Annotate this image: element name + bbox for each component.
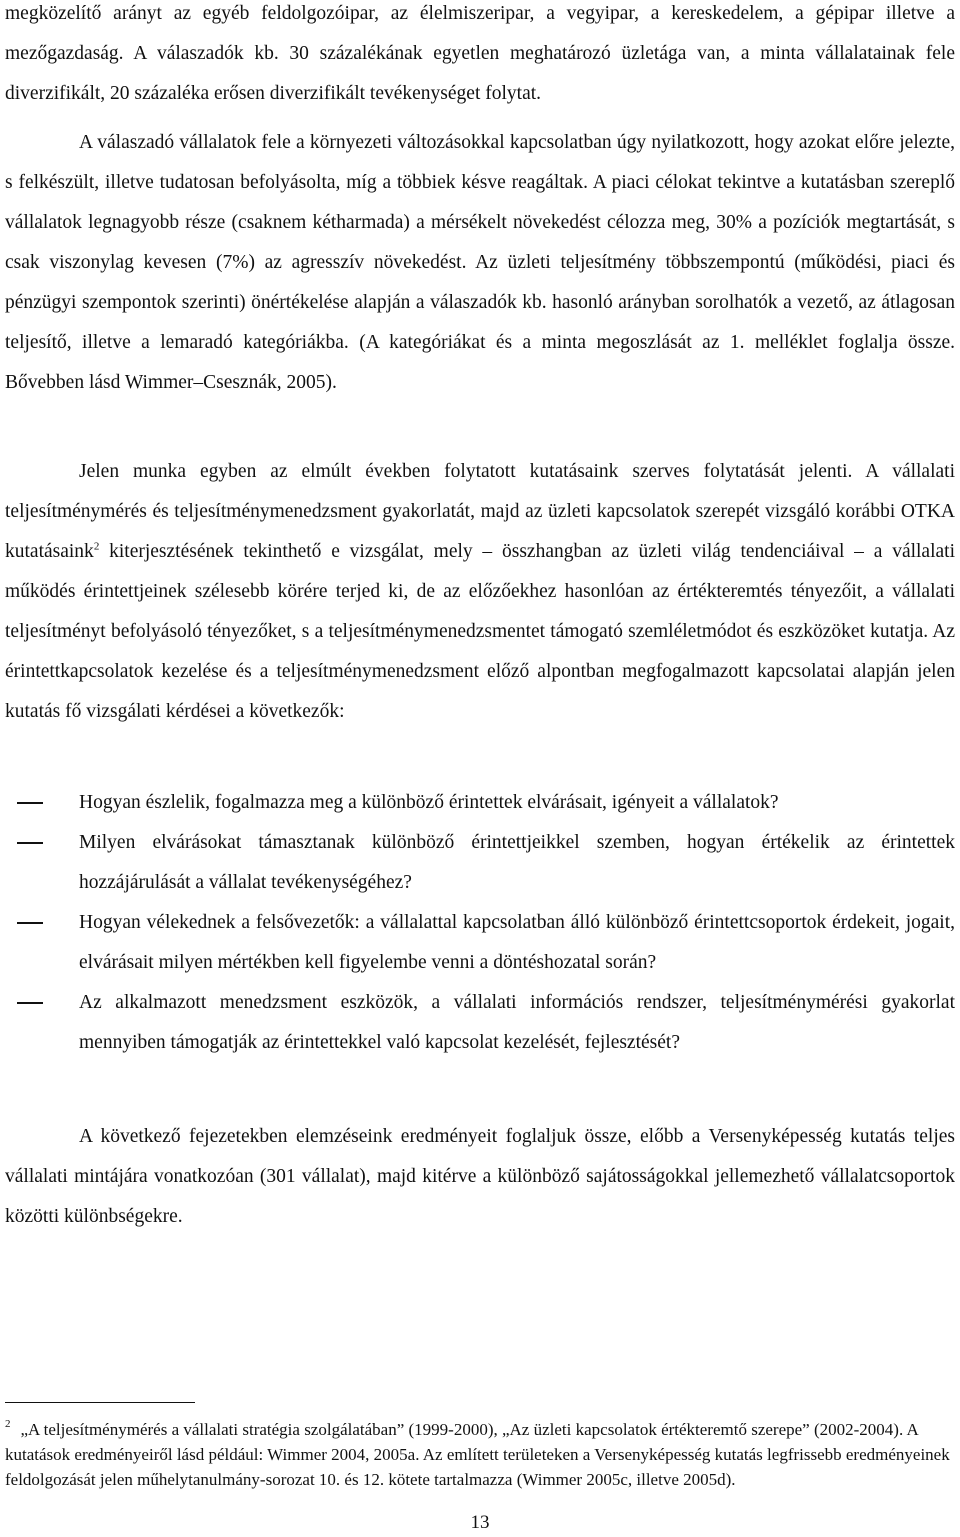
footnote-reference[interactable]: 2 bbox=[93, 540, 100, 553]
paragraph-text-part: Jelen munka egyben az elmúlt években folytatott kutatásaink szerves folytatását jelenti. A vállalati teljesítménymérés és teljesítménymenedzsment gyakorlatát, majd az üzleti kapcsolatok szerepét vizsgáló korábbi OTKA kutatásaink bbox=[5, 461, 955, 562]
list-item-text: Hogyan vélekednek a felsővezetők: a vállalattal kapcsolatban álló különböző érintettcsoportok érdekeit, jogait, elvárásait milyen mértékben kell figyelembe venni a döntéshozatal során? bbox=[79, 912, 955, 973]
paragraph-research-continuation bbox=[5, 452, 955, 732]
list-item bbox=[5, 823, 955, 903]
footnote-number: 2 bbox=[5, 1418, 11, 1430]
footnote-text: „A teljesítménymérés a vállalati stratégia szolgálatában” (1999-2000), „Az üzleti kapcsolatok értékteremtő szerepe” (2002-2004). A kutatások eredményeiről lásd például: Wimmer 2004, 2005a. Az említett területeken a Versenyképesség kutatás legfrissebb eredményeinek feldolgozását jelen műhelytanulmány-sorozat 10. és 12. kötete tartalmazza (Wimmer 2005c, illetve 2005d). bbox=[5, 1420, 950, 1489]
paragraph-industry-distribution: megközelítő arányt az egyéb feldolgozóipar, az élelmiszeripar, a vegyipar, a kereskedelem, a gépipar illetve a mezőgazdaság. A válaszadók kb. 30 százalékának egyetlen meghatározó üzletága van, a minta vállalatainak fele diverzifikált, 20 százaléka erősen diverzifikált tevékenységet folytat. bbox=[5, 3, 955, 104]
paragraph-text-part: kiterjesztésének tekinthető e vizsgálat, mely – összhangban az üzleti világ tendenciáival – a vállalati működés érintettjeinek szélesebb körére terjed ki, de az előzőekhez hasonlóan az értékteremtés tényezőit, a vállalati teljesítményt befolyásoló tényezőket, s a teljesítménymenedzsmentet támogató szemléletmódot és eszközöket kutatja. Az érintettkapcsolatok kezelése és a teljesítménymenedzsment előző alpontban megfogalmazott kapcsolatai alapján jelen kutatás fő vizsgálati kérdései a következők: bbox=[5, 541, 955, 722]
research-questions-list bbox=[5, 783, 955, 1063]
footnote-separator bbox=[5, 1402, 195, 1403]
footnote bbox=[5, 1412, 955, 1492]
page-number: 13 bbox=[470, 1512, 490, 1533]
dash-bullet-icon bbox=[17, 922, 43, 924]
dash-bullet-icon bbox=[17, 842, 43, 844]
dash-bullet-icon bbox=[17, 1002, 43, 1004]
list-item bbox=[5, 783, 955, 823]
paragraph-environment-response: A válaszadó vállalatok fele a környezeti változásokkal kapcsolatban úgy nyilatkozott, hogy azokat előre jelezte, s felkészült, illetve tudatosan befolyásolta, míg a többiek késve reagáltak. A piaci célokat tekintve a kutatásban szereplő vállalatok legnagyobb része (csaknem kétharmada) a mérsékelt növekedést célozza meg, 30% a pozíciók megtartását, s csak viszonylag kevesen (7%) az agresszív növekedést. Az üzleti teljesítmény többszempontú (működési, piaci és pénzügyi szempontok szerinti) önértékelése alapján a válaszadók kb. hasonló arányban sorolhatók a vezető, az átlagosan teljesítő, illetve a lemaradó kategóriákba. (A kategóriákat és a minta megoszlását az 1. melléklet foglalja össze. Bővebben lásd Wimmer–Csesznák, 2005). bbox=[5, 132, 955, 393]
list-item-text: Milyen elvárásokat támasztanak különböző érintettjeikkel szemben, hogyan értékelik az érintettek hozzájárulását a vállalat tevékenységéhez? bbox=[79, 832, 955, 893]
list-item-text: Hogyan észlelik, fogalmazza meg a különböző érintettek elvárásait, igényeit a vállalatok? bbox=[79, 792, 779, 813]
paragraph-next-chapters: A következő fejezetekben elemzéseink eredményeit foglaljuk össze, előbb a Versenyképesség kutatás teljes vállalati mintájára vonatkozóan (301 vállalat), majd kitérve a különböző sajátosságokkal jellemezhető vállalatcsoportok közötti különbségekre. bbox=[5, 1126, 955, 1227]
dash-bullet-icon bbox=[17, 802, 43, 804]
list-item-text: Az alkalmazott menedzsment eszközök, a vállalati információs rendszer, teljesítménymérési gyakorlat mennyiben támogatják az érintettekkel való kapcsolat kezelését, fejlesztését? bbox=[79, 992, 955, 1053]
list-item bbox=[5, 903, 955, 983]
list-item bbox=[5, 983, 955, 1063]
